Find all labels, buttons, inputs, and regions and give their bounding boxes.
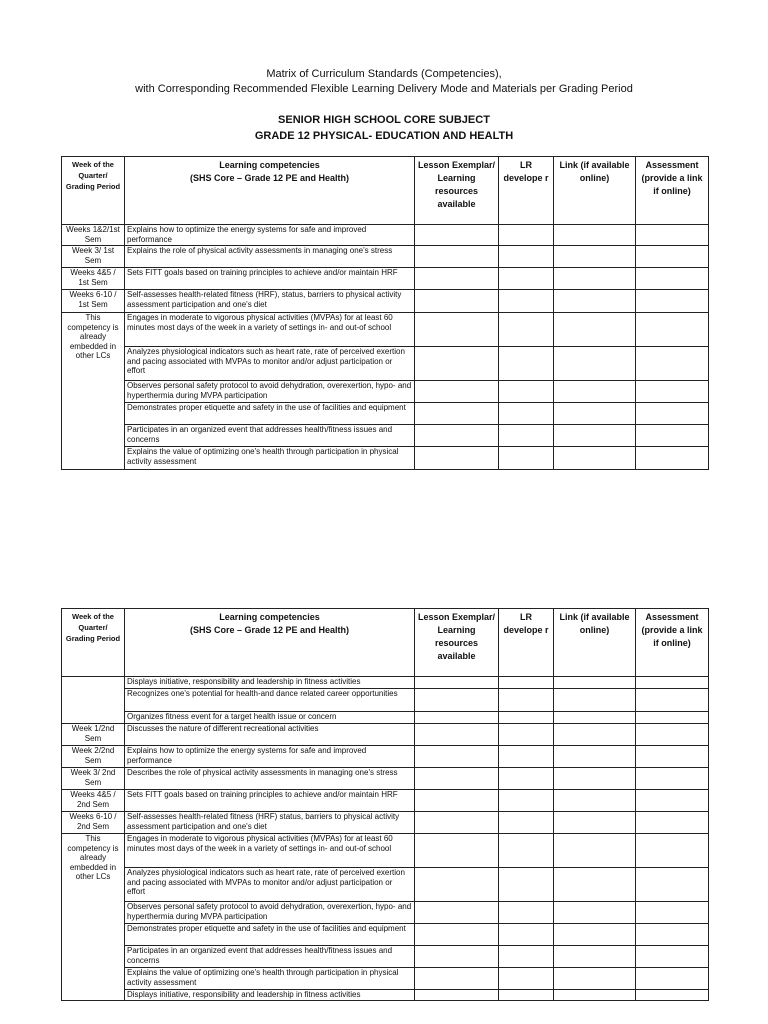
lr-cell [499, 268, 554, 290]
competency-cell: Recognizes one's potential for health-and dance related career opportunities [125, 689, 415, 712]
assessment-cell [636, 381, 709, 403]
assessment-cell [636, 689, 709, 712]
lr-cell [499, 425, 554, 447]
column-header-lesson: Lesson Exemplar/ Learning resources available [415, 157, 499, 225]
assessment-cell [636, 946, 709, 968]
link-cell [554, 902, 636, 924]
competency-cell: Explains the value of optimizing one's health through participation in physical activity assessment [125, 968, 415, 990]
lr-cell [499, 313, 554, 347]
column-header-week: Week of the Quarter/ Grading Period [62, 609, 125, 677]
assessment-cell [636, 924, 709, 946]
competency-cell: Engages in moderate to vigorous physical activities (MVPAs) for at least 60 minutes most days of the week in a variety of settings in- and out-of school [125, 834, 415, 868]
week-cell: Weeks 6-10 / 2nd Sem [62, 812, 125, 834]
assessment-cell [636, 968, 709, 990]
lr-cell [499, 447, 554, 470]
link-cell [554, 790, 636, 812]
column-header-assessment: Assessment (provide a link if online) [636, 609, 709, 677]
lr-cell [499, 790, 554, 812]
table-row [62, 290, 709, 313]
competency-cell: Observes personal safety protocol to avoid dehydration, overexertion, hypo- and hyperthermia during MVPA participation [125, 381, 415, 403]
lr-cell [499, 902, 554, 924]
table-row [62, 946, 709, 968]
table-row [62, 313, 709, 347]
lesson-cell [415, 447, 499, 470]
assessment-cell [636, 990, 709, 1001]
lesson-cell [415, 834, 499, 868]
link-cell [554, 313, 636, 347]
lr-cell [499, 381, 554, 403]
table-row [62, 347, 709, 381]
assessment-cell [636, 677, 709, 689]
table-row [62, 246, 709, 268]
competency-cell: Organizes fitness event for a target health issue or concern [125, 712, 415, 724]
competency-cell: Displays initiative, responsibility and leadership in fitness activities [125, 677, 415, 689]
lr-cell [499, 990, 554, 1001]
link-cell [554, 712, 636, 724]
lr-cell [499, 812, 554, 834]
column-header-lesson: Lesson Exemplar/ Learning resources available [415, 609, 499, 677]
competency-cell: Demonstrates proper etiquette and safety in the use of facilities and equipment [125, 924, 415, 946]
table-row [62, 790, 709, 812]
link-cell [554, 946, 636, 968]
lesson-cell [415, 677, 499, 689]
week-cell: Week 3/ 2nd Sem [62, 768, 125, 790]
table-body [62, 677, 709, 1001]
link-cell [554, 425, 636, 447]
lr-cell [499, 290, 554, 313]
assessment-cell [636, 834, 709, 868]
table-row [62, 812, 709, 834]
lr-cell [499, 968, 554, 990]
grade-heading: GRADE 12 PHYSICAL- EDUCATION AND HEALTH [254, 130, 514, 142]
week-cell: Weeks 6-10 / 1st Sem [62, 290, 125, 313]
link-cell [554, 689, 636, 712]
lesson-cell [415, 313, 499, 347]
week-cell: Weeks 4&5 / 1st Sem [62, 268, 125, 290]
link-cell [554, 290, 636, 313]
lesson-cell [415, 712, 499, 724]
link-cell [554, 447, 636, 470]
lesson-cell [415, 868, 499, 902]
competency-cell: Observes personal safety protocol to avoid dehydration, overexertion, hypo- and hyperthermia during MVPA participation [125, 902, 415, 924]
table-row [62, 689, 709, 712]
lr-cell [499, 768, 554, 790]
table-row [62, 868, 709, 902]
document-title-line-1: Matrix of Curriculum Standards (Competencies), [266, 68, 502, 80]
link-cell [554, 924, 636, 946]
table-row [62, 447, 709, 470]
subject-heading: SENIOR HIGH SCHOOL CORE SUBJECT [278, 114, 490, 126]
assessment-cell [636, 812, 709, 834]
link-cell [554, 834, 636, 868]
table-row [62, 381, 709, 403]
competency-cell: Explains the role of physical activity assessments in managing one's stress [125, 246, 415, 268]
competency-cell: Self-assesses health-related fitness (HRF), status, barriers to physical activity assessment participation and one's diet [125, 290, 415, 313]
competency-cell: Sets FITT goals based on training principles to achieve and/or maintain HRF [125, 790, 415, 812]
assessment-cell [636, 724, 709, 746]
competency-cell: Analyzes physiological indicators such as heart rate, rate of perceived exertion and pacing associated with MVPAs to monitor and/or adjust participation or effort [125, 347, 415, 381]
table-row [62, 924, 709, 946]
lr-cell [499, 746, 554, 768]
link-cell [554, 812, 636, 834]
competency-cell: Demonstrates proper etiquette and safety in the use of facilities and equipment [125, 403, 415, 425]
assessment-cell [636, 712, 709, 724]
assessment-cell [636, 225, 709, 246]
week-cell: Weeks 1&2/1st Sem [62, 225, 125, 246]
lesson-cell [415, 924, 499, 946]
assessment-cell [636, 790, 709, 812]
link-cell [554, 246, 636, 268]
lesson-cell [415, 347, 499, 381]
lr-cell [499, 246, 554, 268]
week-cell: This competency is already embedded in other LCs [62, 313, 125, 470]
lesson-cell [415, 768, 499, 790]
lr-cell [499, 946, 554, 968]
column-header-link: Link (if available online) [554, 157, 636, 225]
week-cell [62, 677, 125, 724]
lesson-cell [415, 290, 499, 313]
table-header-row [62, 157, 709, 225]
lesson-cell [415, 689, 499, 712]
table-row [62, 225, 709, 246]
table-row [62, 968, 709, 990]
lr-cell [499, 924, 554, 946]
link-cell [554, 225, 636, 246]
assessment-cell [636, 425, 709, 447]
lr-cell [499, 868, 554, 902]
assessment-cell [636, 403, 709, 425]
lesson-cell [415, 381, 499, 403]
column-header-lr: LR develope r [499, 157, 554, 225]
column-header-week: Week of the Quarter/ Grading Period [62, 157, 125, 225]
lr-cell [499, 677, 554, 689]
assessment-cell [636, 447, 709, 470]
assessment-cell [636, 347, 709, 381]
link-cell [554, 868, 636, 902]
week-cell: Week 2/2nd Sem [62, 746, 125, 768]
table-row [62, 746, 709, 768]
table-row [62, 834, 709, 868]
lesson-cell [415, 946, 499, 968]
competency-cell: Describes the role of physical activity assessments in managing one's stress [125, 768, 415, 790]
table-row [62, 724, 709, 746]
table-body [62, 225, 709, 470]
column-header-assessment: Assessment (provide a link if online) [636, 157, 709, 225]
link-cell [554, 768, 636, 790]
document-title-line-2: with Corresponding Recommended Flexible Learning Delivery Mode and Materials per Grading Period [135, 83, 633, 95]
week-cell: This competency is already embedded in other LCs [62, 834, 125, 1001]
table-row [62, 990, 709, 1001]
lesson-cell [415, 724, 499, 746]
link-cell [554, 268, 636, 290]
assessment-cell [636, 246, 709, 268]
lesson-cell [415, 990, 499, 1001]
table-header-row [62, 609, 709, 677]
competency-cell: Explains the value of optimizing one's health through participation in physical activity assessment [125, 447, 415, 470]
lesson-cell [415, 746, 499, 768]
week-cell: Week 3/ 1st Sem [62, 246, 125, 268]
competency-cell: Sets FITT goals based on training principles to achieve and/or maintain HRF [125, 268, 415, 290]
table-row [62, 425, 709, 447]
assessment-cell [636, 868, 709, 902]
lesson-cell [415, 902, 499, 924]
lr-cell [499, 225, 554, 246]
lesson-cell [415, 968, 499, 990]
lr-cell [499, 724, 554, 746]
link-cell [554, 990, 636, 1001]
lr-cell [499, 347, 554, 381]
lr-cell [499, 834, 554, 868]
assessment-cell [636, 902, 709, 924]
table-row [62, 768, 709, 790]
competency-cell: Explains how to optimize the energy systems for safe and improved performance [125, 225, 415, 246]
lesson-cell [415, 812, 499, 834]
link-cell [554, 746, 636, 768]
assessment-cell [636, 268, 709, 290]
week-cell: Week 1/2nd Sem [62, 724, 125, 746]
lesson-cell [415, 246, 499, 268]
table-row [62, 268, 709, 290]
link-cell [554, 968, 636, 990]
assessment-cell [636, 290, 709, 313]
competency-cell: Displays initiative, responsibility and leadership in fitness activities [125, 990, 415, 1001]
competency-cell: Self-assesses health-related fitness (HRF) status, barriers to physical activity assessment participation and one's diet [125, 812, 415, 834]
column-header-competencies: Learning competencies (SHS Core – Grade 12 PE and Health) [125, 157, 415, 225]
column-header-lr: LR develope r [499, 609, 554, 677]
table-row [62, 677, 709, 689]
competency-cell: Engages in moderate to vigorous physical activities (MVPAs) for at least 60 minutes most days of the week in a variety of settings in- and out-of school [125, 313, 415, 347]
link-cell [554, 381, 636, 403]
column-header-competencies: Learning competencies (SHS Core – Grade 12 PE and Health) [125, 609, 415, 677]
lesson-cell [415, 268, 499, 290]
competency-cell: Discusses the nature of different recreational activities [125, 724, 415, 746]
link-cell [554, 403, 636, 425]
lesson-cell [415, 225, 499, 246]
table-row [62, 902, 709, 924]
table-row [62, 403, 709, 425]
competency-cell: Explains how to optimize the energy systems for safe and improved performance [125, 746, 415, 768]
column-header-link: Link (if available online) [554, 609, 636, 677]
link-cell [554, 347, 636, 381]
competency-matrix-table-1 [61, 156, 709, 470]
competency-cell: Analyzes physiological indicators such as heart rate, rate of perceived exertion and pacing associated with MVPAs to monitor and/or adjust participation or effort [125, 868, 415, 902]
competency-cell: Participates in an organized event that addresses health/fitness issues and concerns [125, 425, 415, 447]
assessment-cell [636, 768, 709, 790]
lesson-cell [415, 790, 499, 812]
link-cell [554, 677, 636, 689]
lesson-cell [415, 403, 499, 425]
link-cell [554, 724, 636, 746]
lr-cell [499, 403, 554, 425]
lr-cell [499, 712, 554, 724]
week-cell: Weeks 4&5 / 2nd Sem [62, 790, 125, 812]
table-row [62, 712, 709, 724]
assessment-cell [636, 746, 709, 768]
lesson-cell [415, 425, 499, 447]
competency-cell: Participates in an organized event that addresses health/fitness issues and concerns [125, 946, 415, 968]
assessment-cell [636, 313, 709, 347]
competency-matrix-table-2 [61, 608, 709, 1001]
lr-cell [499, 689, 554, 712]
